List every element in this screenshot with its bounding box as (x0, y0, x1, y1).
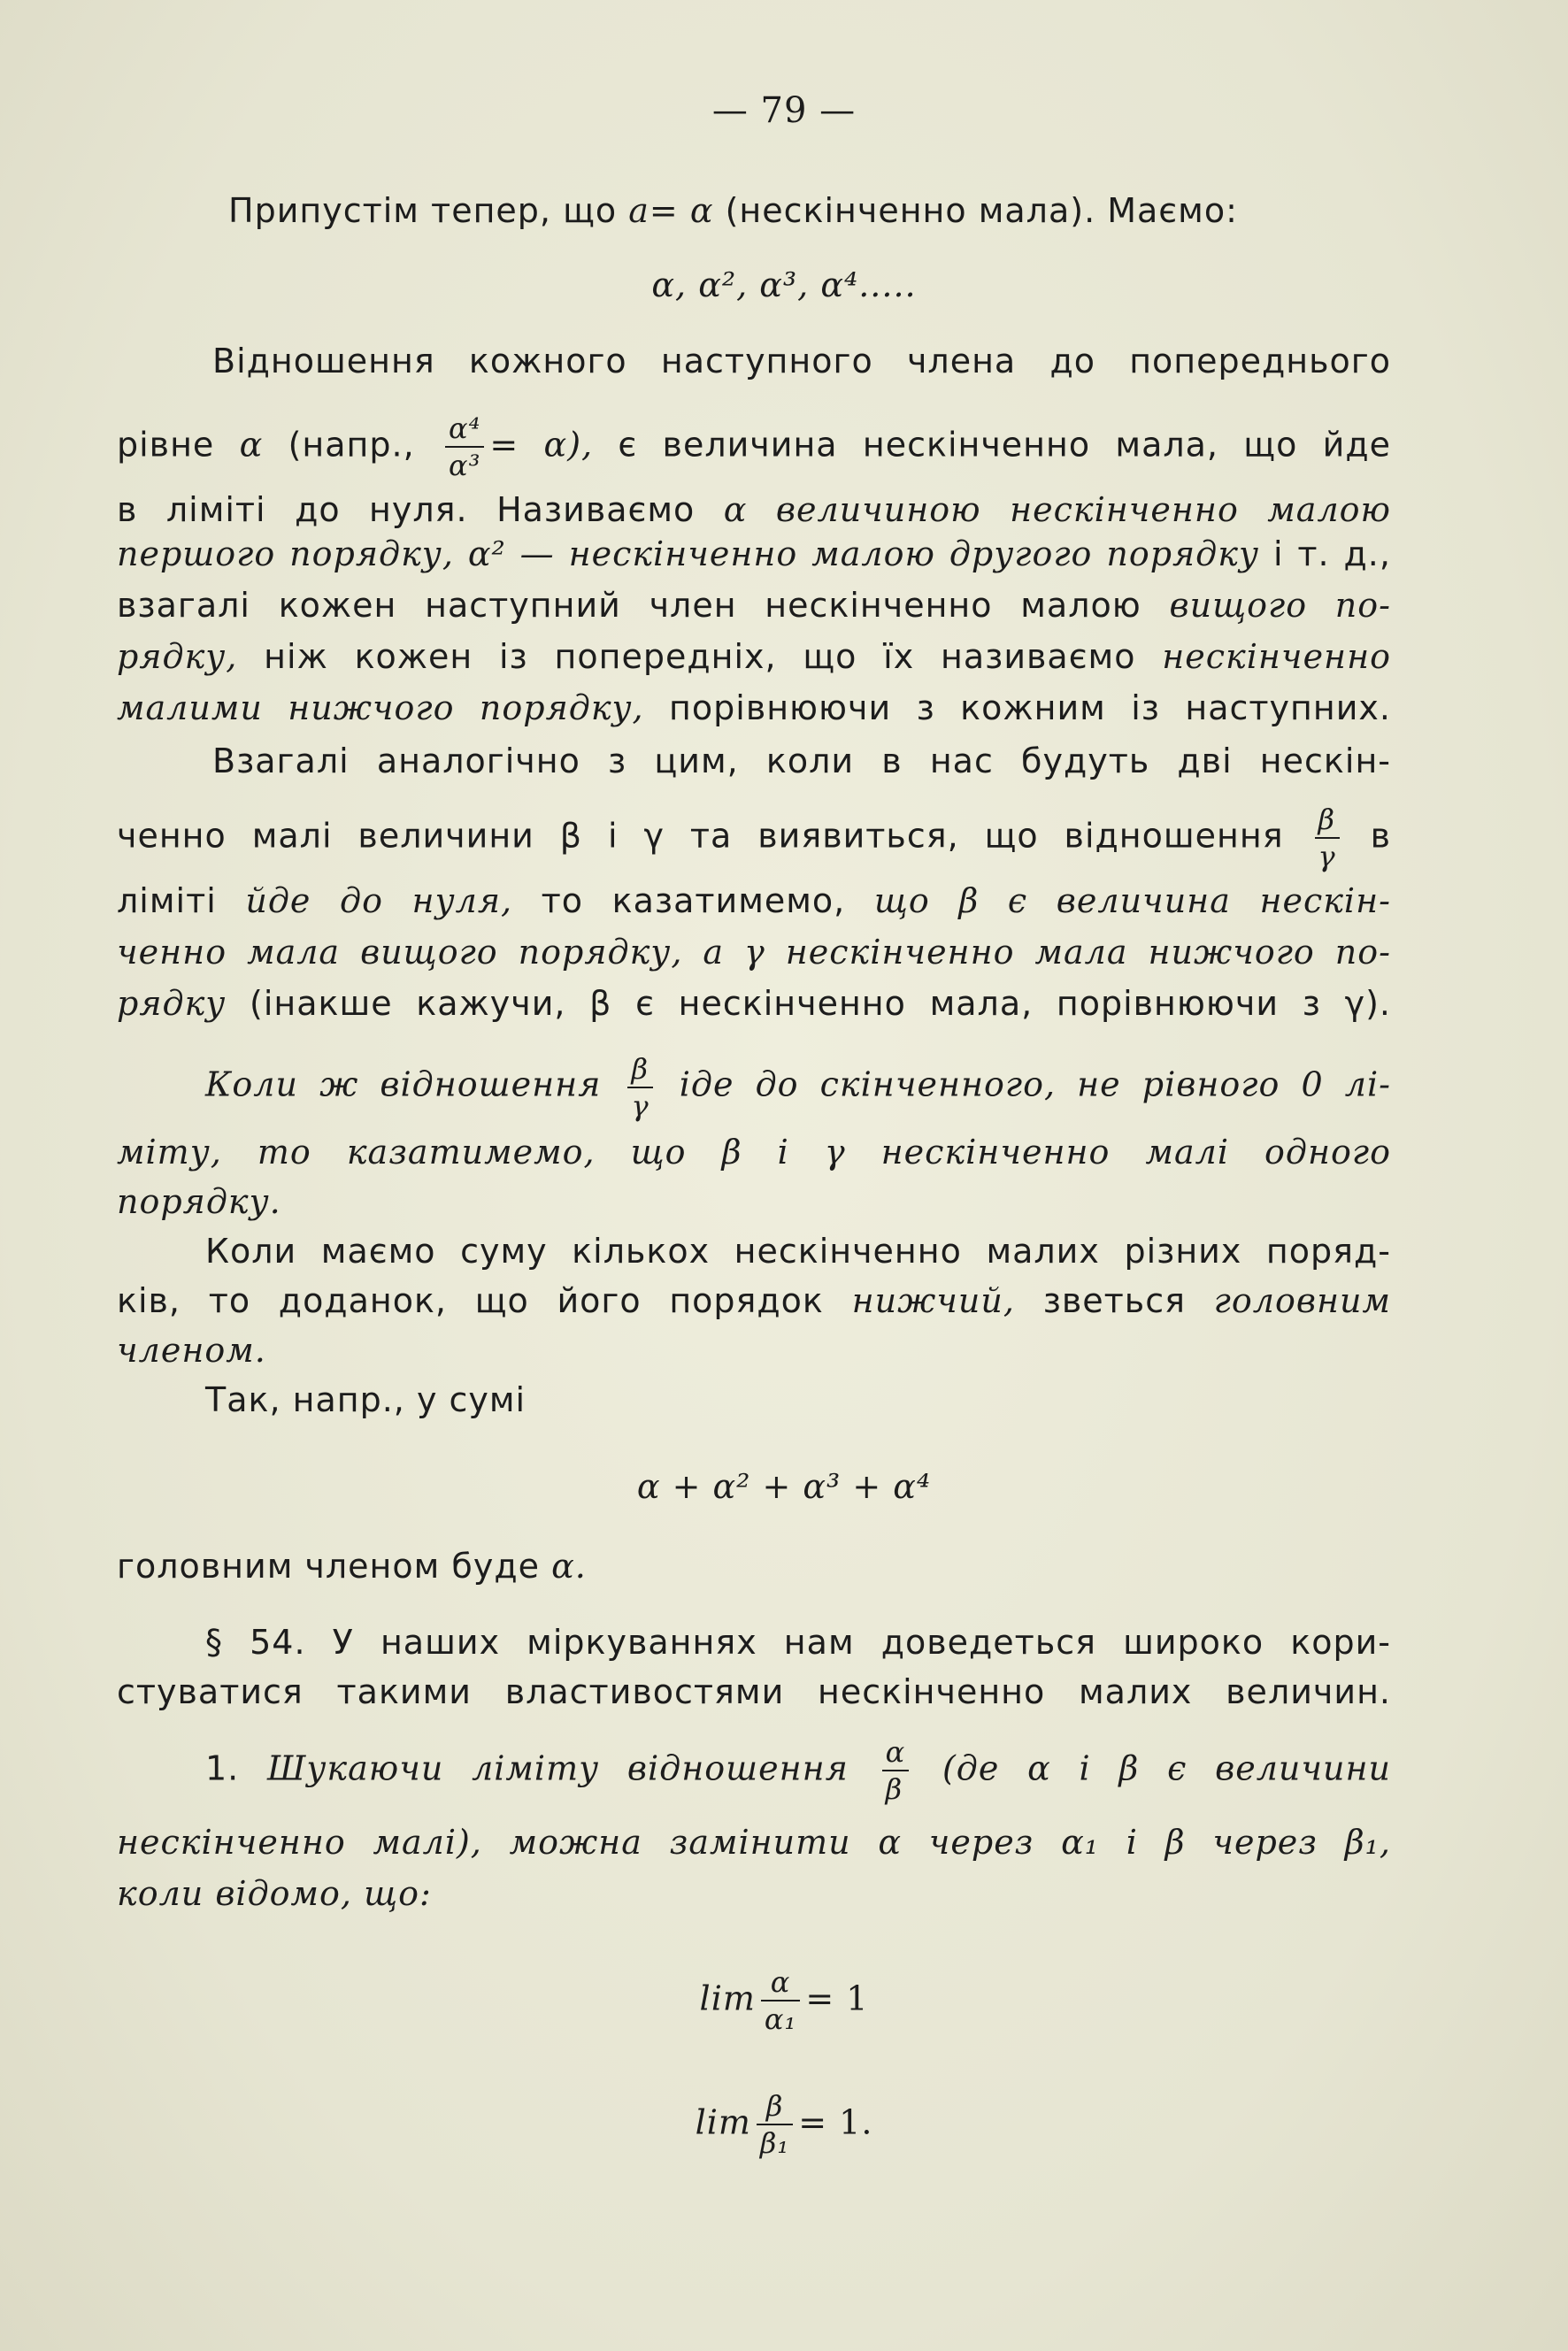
p3-line-2: ченно малі величини β і γ та виявиться, що відношення $\frac{\beta}{\gamma}$ в (117, 803, 1391, 873)
section-54-line-2: стуватися такими властивостями нескінченно малих величин. (117, 1672, 1391, 1711)
sum-formula: α + α² + α³ + α⁴ (636, 1467, 932, 1506)
p4-line-1: Коли ж відношення $\frac{\beta}{\gamma}$ іде до скінченного, не рівного 0 лі- (205, 1052, 1391, 1123)
limit-formula-beta: lim $\frac{\beta}{\text{β₁}}$ = 1. (695, 2089, 873, 2160)
p3-line-4: ченно мала вищого порядку, а γ нескінченно мала нижчого по- (117, 933, 1391, 972)
item-1-line-1: 1. Шукаючи ліміту відношення $\frac{\alpha}{\beta}$ (де α і β є величини (205, 1735, 1391, 1806)
paragraph-intro: Припустім тепер, що a= α (нескінченно мала). Маємо: (228, 191, 1238, 230)
p2-line-4: першого порядку, α² — нескінченно малою другого порядку і т. д., (117, 534, 1391, 573)
page-number: — 79 — (711, 90, 857, 131)
p5-line-3: членом. (117, 1331, 266, 1370)
p2-line-5: взагалі кожен наступний член нескінченно малою вищого по- (117, 586, 1391, 625)
fraction-alpha-beta: $\frac{\alpha}{\beta}$ (882, 1734, 910, 1807)
p2-line-1: Відношення кожного наступного члена до попереднього (212, 342, 1391, 380)
item-1-line-2: нескінченно малі), можна замінити α через α₁ і β через β₁, (117, 1823, 1391, 1862)
p6-line: Так, напр., у сумі (205, 1380, 527, 1419)
item-1-line-3: коли відомо, що: (117, 1874, 432, 1913)
sequence-formula: α, α², α³, α⁴..... (651, 265, 917, 304)
p3-line-1: Взагалі аналогічно з цим, коли в нас будуть дві нескін- (212, 741, 1391, 780)
p3-line-3: ліміті йде до нуля, то казатимемо, що β є величина нескін- (117, 881, 1391, 920)
p2-line-3: в ліміті до нуля. Називаємо α величиною нескінченно малою (117, 490, 1391, 529)
p4-line-2: міту, то казатимемо, що β і γ нескінченно малі одного (117, 1133, 1391, 1172)
fraction-beta-gamma-2: $\frac{\beta}{\gamma}$ (627, 1051, 652, 1124)
p5-line-2: ків, то доданок, що його порядок нижчий, зветься головним (117, 1281, 1391, 1320)
p3-line-5: рядку (інакше кажучи, β є нескінченно мала, порівнюючи з γ). (117, 984, 1391, 1023)
p2-line-2: рівне α (напр., $\frac{\text{α⁴}}{\text{α³}}$ = α), є величина нескінченно мала, що йде (117, 411, 1391, 482)
fraction-beta-gamma: $\frac{\beta}{\gamma}$ (1315, 802, 1340, 874)
fraction-alpha4-alpha3: $\frac{\text{α⁴}}{\text{α³}}$ (445, 411, 484, 483)
p4-line-3: порядку. (117, 1182, 281, 1221)
p2-line-7: малими нижчого порядку, порівнюючи з кожним із наступних. (117, 688, 1391, 727)
limit-formula-alpha: lim $\frac{\alpha}{\text{α₁}}$ = 1 (699, 1965, 869, 2036)
p7-line: головним членом буде α. (117, 1547, 587, 1586)
p2-line-6: рядку, ніж кожен із попередніх, що їх називаємо нескінченно (117, 637, 1391, 676)
section-54-line-1: § 54. У наших міркуваннях нам доведеться широко кори- (205, 1623, 1391, 1662)
p5-line-1: Коли маємо суму кількох нескінченно малих різних поряд- (205, 1232, 1391, 1271)
